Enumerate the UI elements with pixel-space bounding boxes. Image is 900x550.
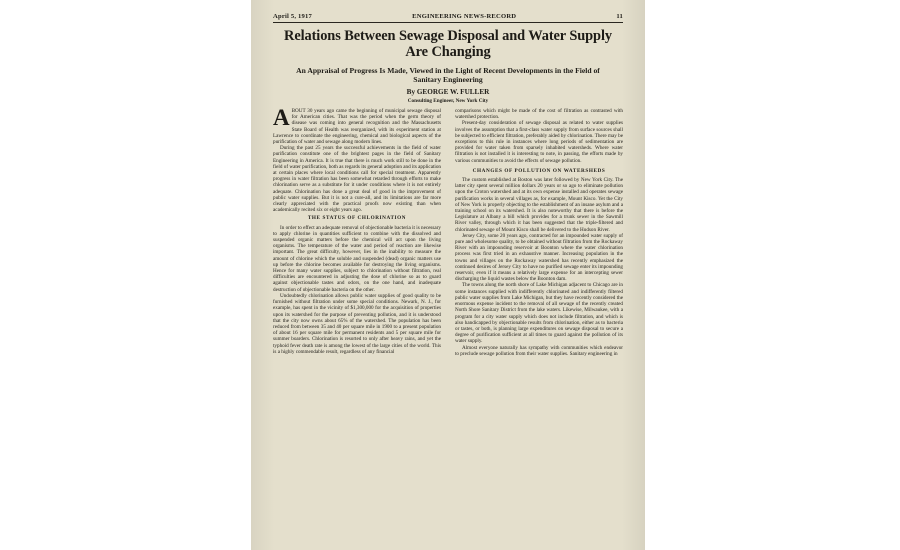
right-paragraph-3: The custom established at Boston was later followed by New York City. The latter city spent several million dollars 20 years or so ago to eliminate pollution upon the Croton watershed and at its own expense installed and operates sewage purification works in several villages as, for example, Mount Kisco. Yet the City of New York is properly objecting to the establishment of an insane asylum and a training school on its watershed. It is also noteworthy that there is before the Legislature at Albany a bill which provides for a trunk sewer in the Sawmill River valley, through which it has been suggested that the triple-filtered and chlorinated sewage of Mount Kisco shall be delivered to the Hudson River. <box>455 177 623 233</box>
newspaper-page <box>251 0 645 550</box>
article-title: Relations Between Sewage Disposal and Water Supply Are Changing <box>284 28 612 60</box>
right-paragraph-6: Almost everyone naturally has sympathy with communities which endeavor to preclude sewage pollution from their water supplies. Sanitary engineering in <box>455 344 623 357</box>
author-affiliation: Consulting Engineer, New York City <box>407 98 489 104</box>
left-column <box>273 108 441 542</box>
running-header <box>273 10 623 23</box>
section-heading-watersheds: CHANGES OF POLLUTION ON WATERSHEDS <box>472 167 606 174</box>
left-paragraph-3: In order to effect an adequate removal of objectionable bacteria it is necessary to apply chlorine in quantities sufficient to combine with the dissolved and suspended organic matters before the chemical will act upon the living organisms. The temperature of the water and period of reaction are likewise important. The great difficulty, however, lies in the inability to measure the amount of chlorine which the soluble and suspended (dead) organic matters use up before the chlorine becomes available for destroying the living organisms. Hence for many water supplies, subject to chlorination without filtration, real difficulties are encountered in adjusting the dose of chlorine so as to guard against objectionable tastes and odors, on the one hand, and inadequate destruction of objectionable bacteria on the other. <box>273 224 441 293</box>
author-byline: By GEORGE W. FULLER <box>406 88 490 96</box>
right-paragraph-2: Present-day consideration of sewage disposal as related to water supplies involves the assumption that a first-class water supply from surface sources shall be subjected to efficient filtration, preferably aided by chlorination. There may be exceptions to this rule in instances where long periods of sedimentation are provided for water taken from sparsely inhabited watersheds. Where water filtration is not installed it is interesting to note, in passing, the efforts made by various communities to avoid the effects of sewage pollution. <box>455 120 623 164</box>
left-paragraph-1-text: BOUT 30 years ago came the beginning of municipal sewage disposal for American cities. That was the period when the germ theory of disease was coming into general recognition and the Massachusetts State Board of Health was reorganized, with its experiment station at Lawrence to coordinate the engineering, chemical and biological aspects of the purification of water and sewage along modern lines. <box>273 108 441 146</box>
right-column <box>455 108 623 542</box>
page-number: 11 <box>616 12 623 20</box>
left-paragraph-1 <box>273 108 441 145</box>
article-subtitle: An Appraisal of Progress Is Made, Viewed in the Light of Recent Developments in the Field of Sanitary Engineering <box>296 66 600 85</box>
left-paragraph-4: Undoubtedly chlorination allows public water supplies of good quality to be furnished without filtration under some special conditions. Newark, N. J., for example, has spent in the vicinity of $1,300,000 for the acquisition of properties upon its watershed for the purpose of preventing pollution, and it is understood that the city now owns about 65% of the watershed. The population has been reduced from between 35 and 40 per square mile in 1900 to a present population of about 16 per square mile for permanent residents and 5 per square mile for summer boarders. Chlorination is resorted to only after heavy rains, and yet the typhoid fever death rate is among the lowest of the large cities of the world. This is a highly commendable result, regardless of any financial <box>273 292 441 355</box>
right-paragraph-5: The towns along the north shore of Lake Michigan adjacent to Chicago are in some instances supplied with indifferently chlorinated and indifferently filtered public water supplies from Lake Michigan, but they have recently considered the enormous expense incident to the removal of all sewage of the recently created North Shore Sanitary District from the lake waters. Likewise, Milwaukee, with a program for a city water supply which does not include filtration, and which is also handicapped by objectionable results from chlorination, either as to bacteria or tastes, or both, is planning large expenditures on sewage disposal to secure a degree of purification sufficient at all times to guard against the pollution of its water supply. <box>455 282 623 345</box>
issue-date: April 5, 1917 <box>273 12 313 20</box>
right-paragraph-4: Jersey City, some 20 years ago, contracted for an impounded water supply of pure and wholesome quality, to be obtained without filtration from the Rockaway River with an impounding reservoir at Boonton where the water chlorination process was first tried in an exhaustive manner. Increasing population in the towns and villages on the Rockaway watershed has recently emphasized the continued desires of Jersey City to have no purified sewage enter its impounding reservoir, even if it means a relatively large expense for an intercepting sewer discharging the liquid wastes below the Boonton dam. <box>455 232 623 283</box>
right-paragraph-1: comparisons which might be made of the cost of filtration as contrasted with watershed protection. <box>455 108 623 121</box>
drop-cap: A <box>273 108 290 130</box>
section-heading-chlorination: THE STATUS OF CHLORINATION <box>307 215 407 222</box>
journal-name: ENGINEERING NEWS-RECORD <box>412 12 517 20</box>
left-paragraph-2: During the past 25 years the successful achievements in the field of water purification constitute one of the brightest pages in the field of Sanitary Engineering in America. It is true that there is much work still to be done in the field of water purification, both as regards its general adoption and its application at certain places where local conditions call for special treatment. Apparently progress in water filtration has been somewhat retarded through efforts to make chlorination serve as a substitute for it under conditions where it is not entirely adequate. Chlorination has done a great deal of good in the improvement of public water supplies. But it is not a cure-all, and its limitations are far more clearly appreciated with the practical proofs now existing than when academically recited six or eight years ago. <box>273 145 441 214</box>
